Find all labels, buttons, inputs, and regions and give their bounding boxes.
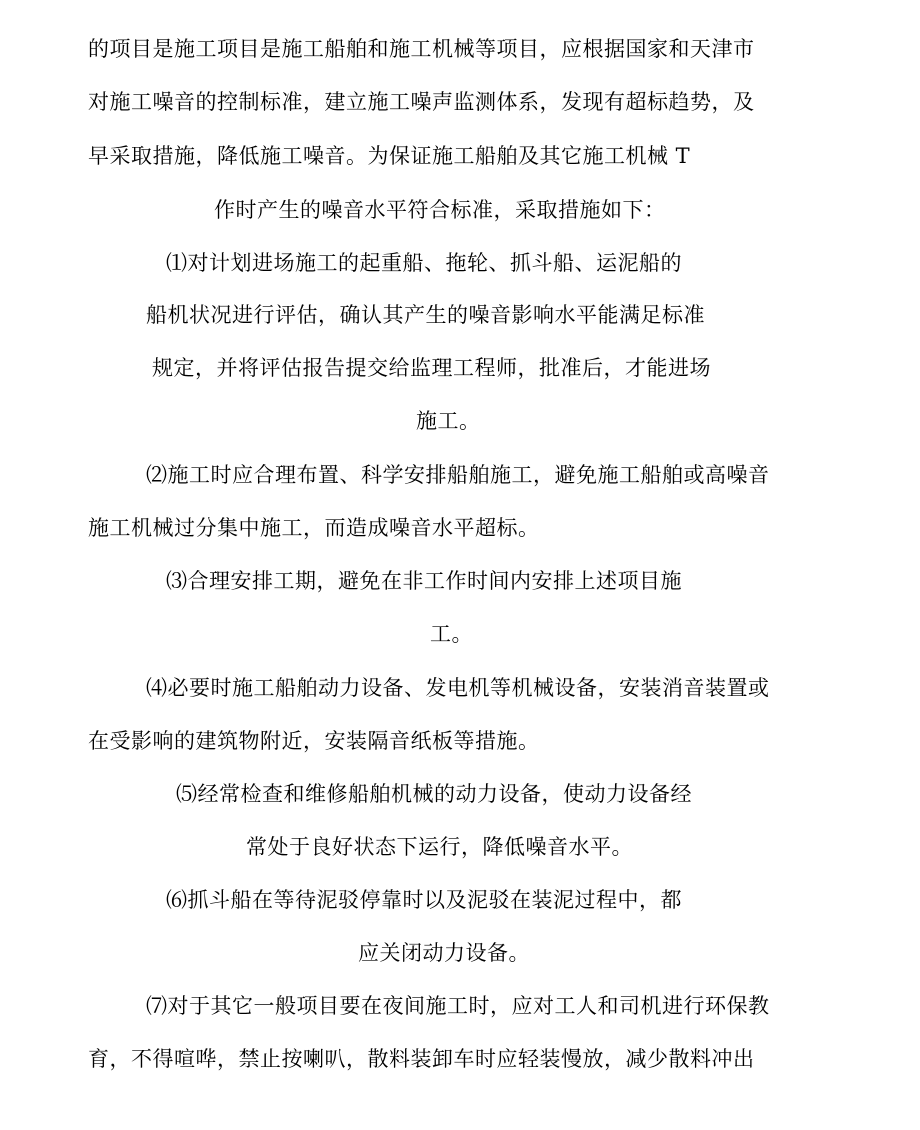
text-line-10: 施工机械过分集中施工，而造成噪音水平超标。 — [88, 516, 540, 540]
text-line-1: 的项目是施工项目是施工船舶和施工机械等项目，应根据国家和天津市 — [88, 37, 755, 61]
text-line-19: ⑺对于其它一般项目要在夜间施工时，应对工人和司机进行环保教 — [146, 994, 770, 1018]
text-line-12: 工。 — [430, 622, 473, 646]
text-line-20: 育，不得喧哗，禁止按喇叭，散料装卸车时应轻装慢放，减少散料冲出 — [88, 1047, 755, 1071]
text-line-18: 应关闭动力设备。 — [358, 941, 530, 965]
text-line-6: 船机状况进行评估，确认其产生的噪音影响水平能满足标准 — [146, 303, 705, 327]
text-line-8: 施工。 — [416, 409, 481, 433]
text-line-2: 对施工噪音的控制标准，建立施工噪声监测体系，发现有超标趋势，及 — [88, 90, 755, 114]
text-line-3: 早采取措施，降低施工噪音。为保证施工船舶及其它施工机械 T — [88, 144, 691, 168]
text-line-16: 常处于良好状态下运行，降低噪音水平。 — [246, 835, 633, 859]
text-line-14: 在受影响的建筑物附近，安装隔音纸板等措施。 — [88, 729, 540, 753]
text-line-5: ⑴对计划进场施工的起重船、拖轮、抓斗船、运泥船的 — [166, 251, 682, 275]
text-line-9: ⑵施工时应合理布置、科学安排船舶施工，避免施工船舶或高噪音 — [146, 463, 770, 487]
text-line-13: ⑷必要时施工船舶动力设备、发电机等机械设备，安装消音装置或 — [146, 676, 770, 700]
text-line-7: 规定，并将评估报告提交给监理工程师，批准后，才能进场 — [152, 356, 711, 380]
text-line-15: ⑸经常检查和维修船舶机械的动力设备，使动力设备经 — [176, 782, 692, 806]
text-line-17: ⑹抓斗船在等待泥驳停靠时以及泥驳在装泥过程中，都 — [166, 888, 682, 912]
text-line-11: ⑶合理安排工期，避免在非工作时间内安排上述项目施 — [166, 569, 682, 593]
text-line-4: 作时产生的噪音水平符合标准，采取措施如下： — [214, 198, 666, 222]
